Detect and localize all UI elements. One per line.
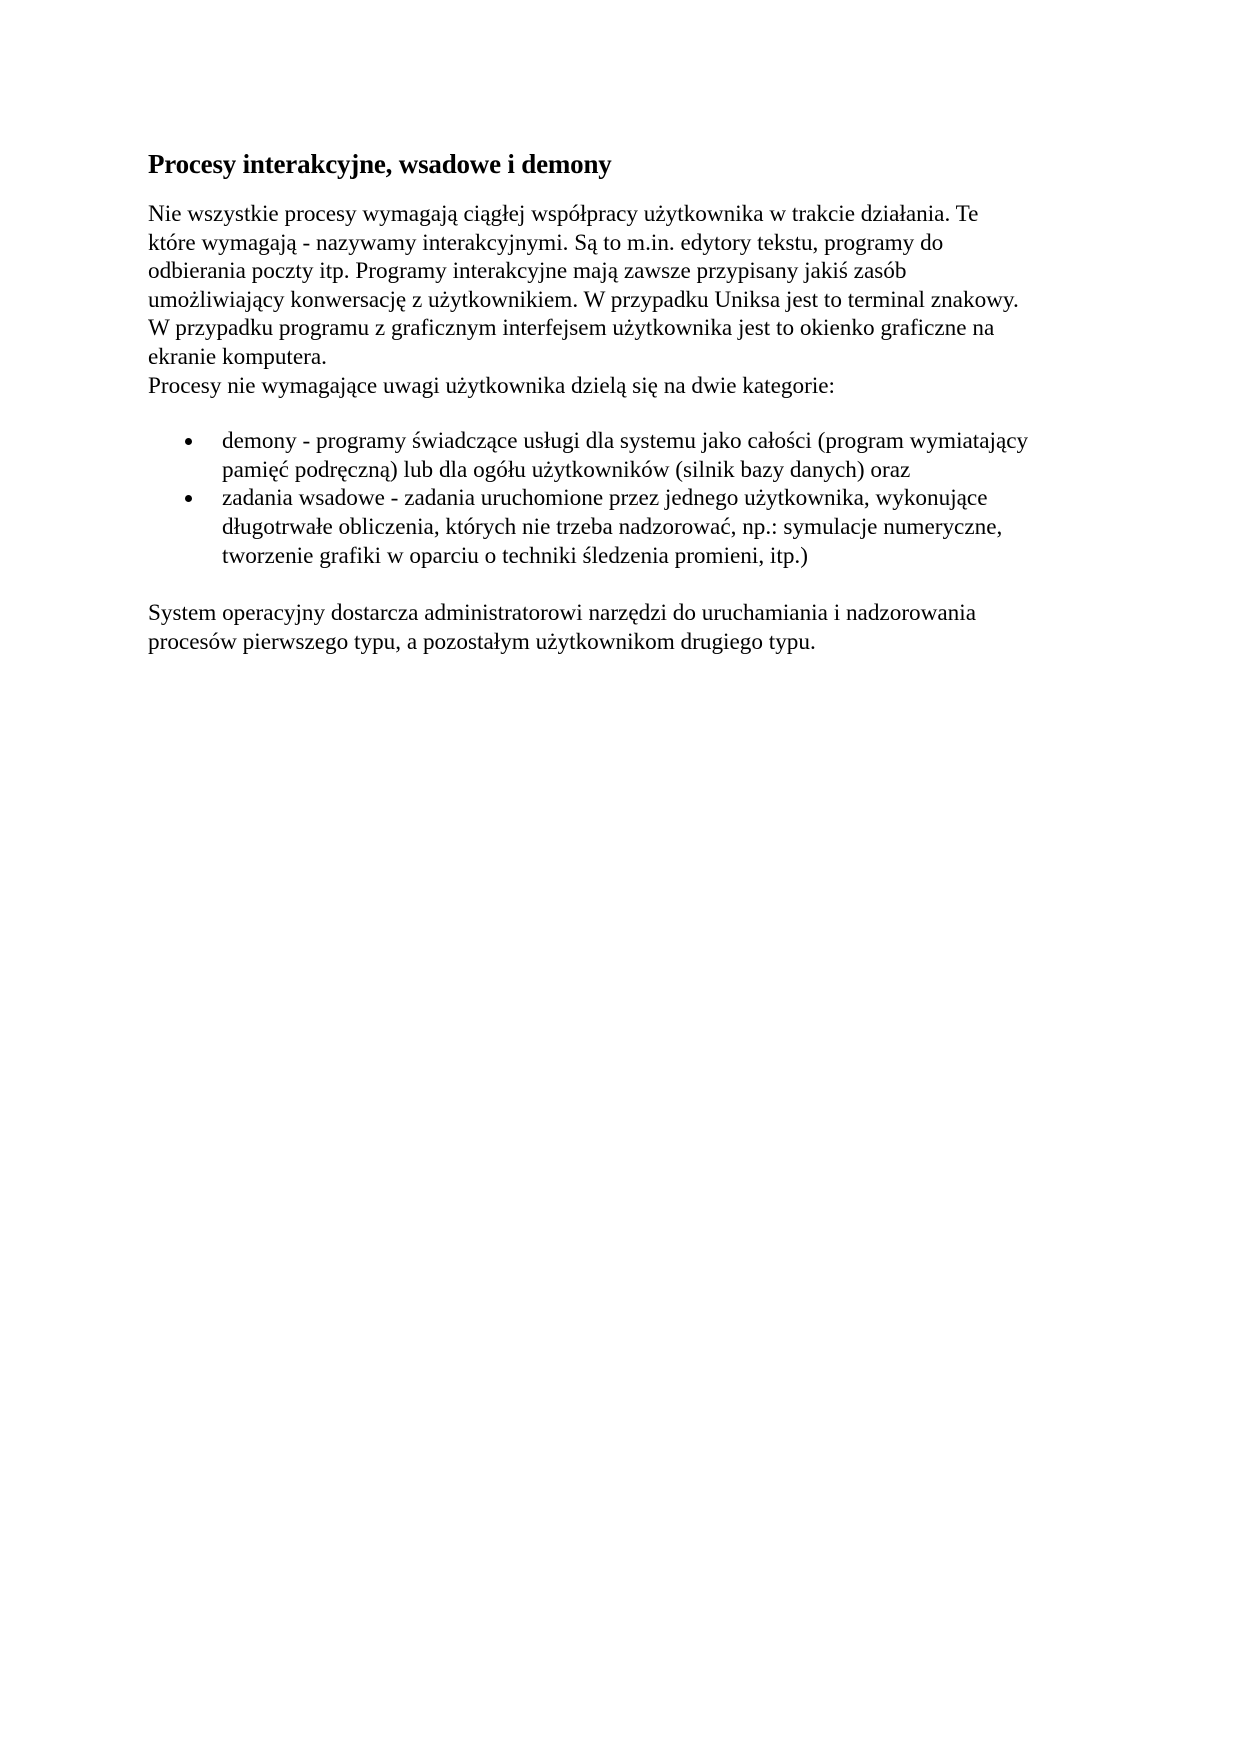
list-item-line: zadania wsadowe - zadania uruchomione przez jednego użytkownika, wykonujące: [222, 485, 988, 512]
paragraph-line: odbierania poczty itp. Programy interakcyjne mają zawsze przypisany jakiś zasób: [148, 258, 907, 285]
list-item-line: demony - programy świadczące usługi dla systemu jako całości (program wymiatający: [222, 428, 1029, 455]
document-body: [148, 146, 1108, 656]
bullet-icon: [185, 438, 192, 445]
intro-paragraph: [148, 200, 1108, 400]
list-item-demony: [148, 427, 1108, 484]
paragraph-line: Procesy nie wymagające uwagi użytkownika dzielą się na dwie kategorie:: [148, 372, 835, 399]
paragraph-line: W przypadku programu z graficznym interfejsem użytkownika jest to okienko graficzne na: [148, 315, 995, 342]
closing-paragraph: [148, 599, 1108, 656]
list-item-line: pamięć podręczną) lub dla ogółu użytkowników (silnik bazy danych) oraz: [222, 456, 911, 483]
paragraph-line: Nie wszystkie procesy wymagają ciągłej współpracy użytkownika w trakcie działania. Te: [148, 201, 979, 227]
list-item-zadania-wsadowe: [148, 484, 1108, 570]
list-item-line: tworzenie grafiki w oparciu o techniki śledzenia promieni, itp.): [222, 542, 808, 569]
paragraph-line: procesów pierwszego typu, a pozostałym użytkownikom drugiego typu.: [148, 628, 816, 655]
page-title: Procesy interakcyjne, wsadowe i demony: [148, 149, 612, 179]
paragraph-line: ekranie komputera.: [148, 343, 327, 370]
categories-list: [148, 427, 1108, 570]
bullet-icon: [185, 495, 192, 502]
list-item-line: długotrwałe obliczenia, których nie trzeba nadzorować, np.: symulacje numeryczne,: [222, 513, 1003, 540]
paragraph-line: które wymagają - nazywamy interakcyjnymi. Są to m.in. edytory tekstu, programy do: [148, 229, 944, 256]
paragraph-line: System operacyjny dostarcza administratorowi narzędzi do uruchamiania i nadzorowania: [148, 600, 977, 627]
paragraph-line: umożliwiający konwersację z użytkownikiem. W przypadku Uniksa jest to terminal znakowy.: [148, 286, 1019, 313]
